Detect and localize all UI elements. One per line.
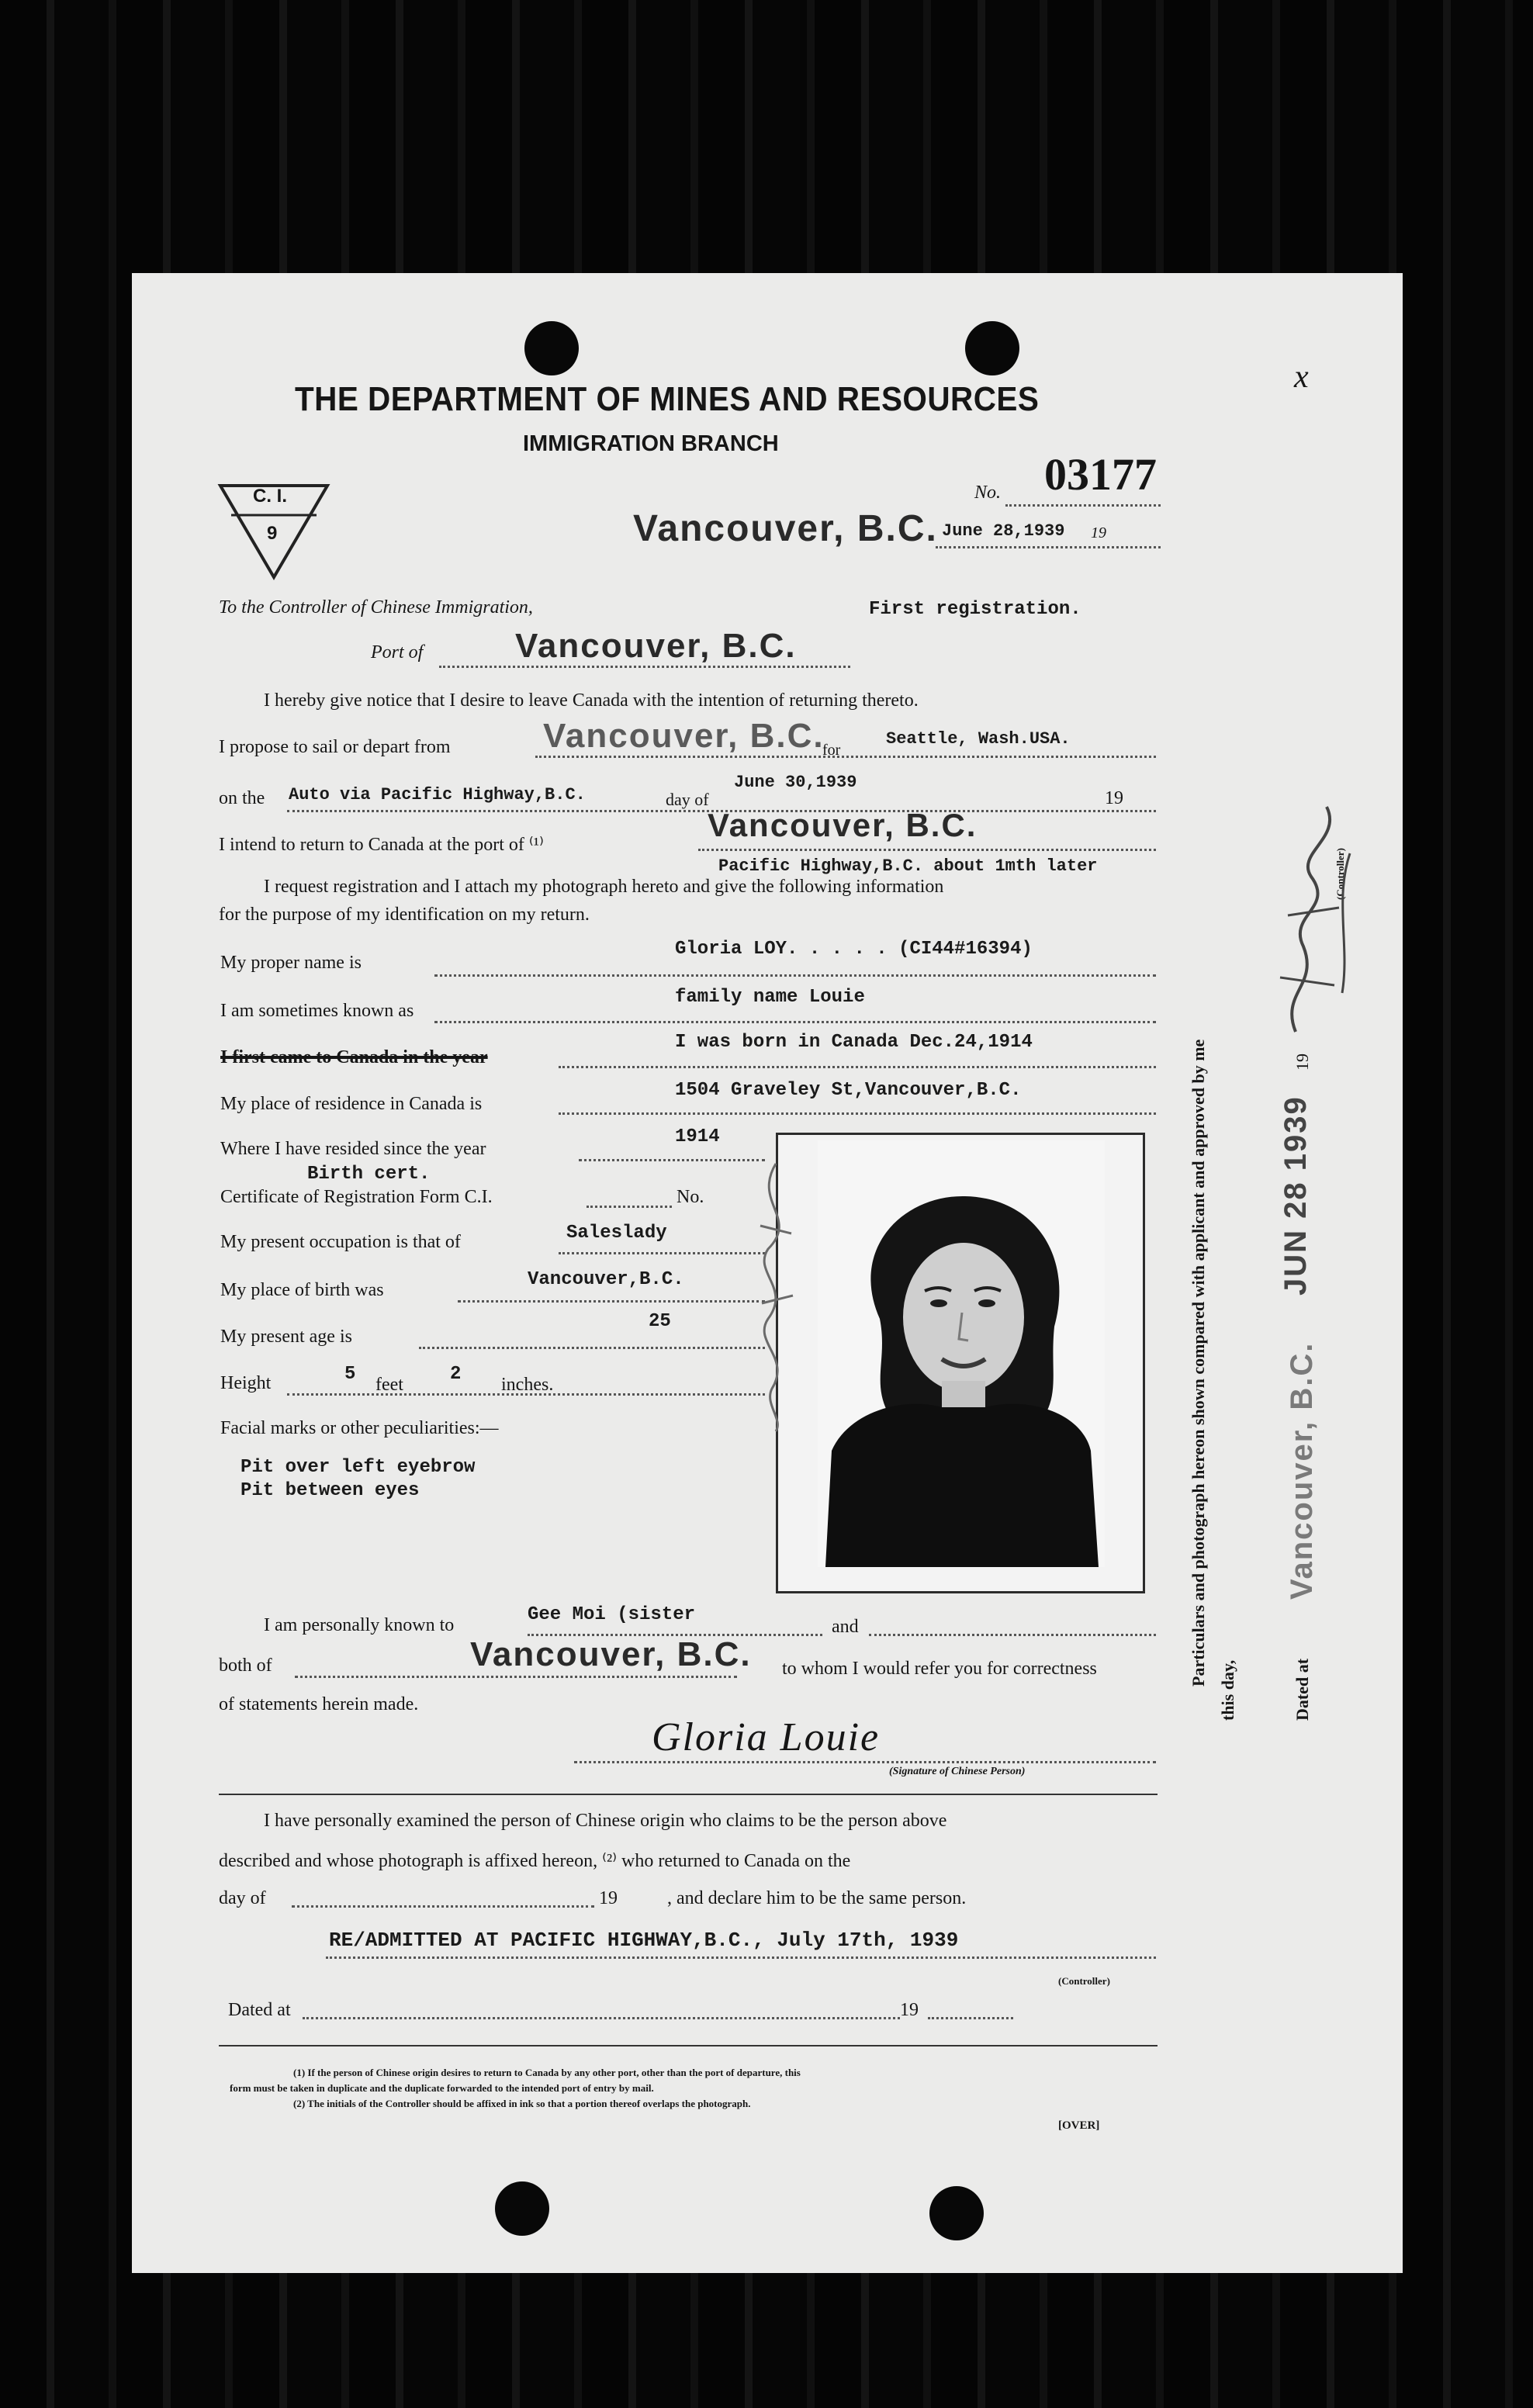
over-label: [OVER] xyxy=(1058,2119,1100,2132)
departure-date: June 30,1939 xyxy=(734,773,857,792)
signature-caption: (Signature of Chinese Person) xyxy=(889,1766,1026,1777)
age-value: 25 xyxy=(649,1311,671,1332)
registration-type: First registration. xyxy=(869,599,1081,620)
certificate-no-label: No. xyxy=(677,1187,704,1207)
year-19-a: 19 xyxy=(1105,788,1123,808)
request-text-1: I request registration and I attach my photograph hereto and give the following information xyxy=(264,877,944,897)
facial-marks-label: Facial marks or other peculiarities:— xyxy=(220,1418,499,1438)
exam-year-label: 19 xyxy=(599,1888,618,1908)
request-text-2: for the purpose of my identification on my return. xyxy=(219,905,590,925)
certificate-value: Birth cert. xyxy=(307,1164,431,1185)
exam-declare-text: , and declare him to be the same person. xyxy=(667,1888,967,1908)
notice-text: I hereby give notice that I desire to leave Canada with the intention of returning thereto. xyxy=(264,690,919,711)
margin-place-stamp: Vancouver, B.C. xyxy=(1285,1341,1319,1600)
year-suffix: 19 xyxy=(1091,524,1106,541)
readmitted-stamp: RE/ADMITTED AT PACIFIC HIGHWAY,B.C., July 17th, 1939 xyxy=(329,1929,959,1952)
refer-text: to whom I would refer you for correctness xyxy=(782,1659,1097,1679)
proper-name-label: My proper name is xyxy=(220,953,362,973)
return-port-detail: Pacific Highway,B.C. about 1mth later xyxy=(718,856,1098,876)
resided-since-label: Where I have resided since the year xyxy=(220,1139,486,1159)
margin-year-19: 19 xyxy=(1292,1054,1312,1071)
controller-caption: (Controller) xyxy=(1058,1975,1110,1987)
statements-text: of statements herein made. xyxy=(219,1694,419,1714)
proper-name-value: Gloria LOY. . . . . (CI44#16394) xyxy=(675,939,1033,960)
addressee: To the Controller of Chinese Immigration, xyxy=(219,597,533,618)
corner-mark: x xyxy=(1294,359,1309,395)
punch-hole-top-left xyxy=(524,321,579,375)
form-code-number: 9 xyxy=(267,523,278,544)
margin-this-day: this day, xyxy=(1218,1659,1237,1721)
age-label: My present age is xyxy=(220,1327,352,1347)
controller-initials-signature xyxy=(1265,791,1358,1047)
number-label: No. xyxy=(974,483,1002,503)
departure-vessel: Auto via Pacific Highway,B.C. xyxy=(289,785,586,804)
sail-destination: Seattle, Wash.USA. xyxy=(886,729,1071,749)
margin-dated-at: Dated at xyxy=(1292,1658,1312,1721)
residence-value: 1504 Graveley St,Vancouver,B.C. xyxy=(675,1080,1022,1101)
residence-label: My place of residence in Canada is xyxy=(220,1094,483,1114)
birthplace-label: My place of birth was xyxy=(220,1280,384,1300)
footnote-2: (2) The initials of the Controller should be affixed in ink so that a portion thereof overlaps the photograph. xyxy=(293,2098,751,2109)
return-label: I intend to return to Canada at the port of ⁽¹⁾ xyxy=(219,835,544,855)
exam-text-1: I have personally examined the person of Chinese origin who claims to be the person above xyxy=(264,1811,947,1831)
occupation-label: My present occupation is that of xyxy=(220,1232,461,1252)
sail-from-stamp: Vancouver, B.C. xyxy=(543,717,825,755)
facial-mark-2: Pit between eyes xyxy=(241,1480,420,1501)
on-the-label: on the xyxy=(219,788,265,808)
margin-date-stamp: JUN 28 1939 xyxy=(1279,1095,1313,1296)
applicant-photograph xyxy=(818,1140,1105,1567)
exam-text-2: described and whose photograph is affixed hereon, ⁽²⁾ who returned to Canada on the xyxy=(219,1851,851,1871)
both-of-label: both of xyxy=(219,1656,272,1676)
sail-for-label: for xyxy=(822,742,841,759)
day-of-label: day of xyxy=(666,790,709,809)
punch-hole-bottom-left xyxy=(495,2181,549,2236)
port-stamp: Vancouver, B.C. xyxy=(515,627,797,665)
certificate-label: Certificate of Registration Form C.I. xyxy=(220,1187,493,1207)
margin-controller: (Controller) xyxy=(1334,848,1346,900)
also-known-value: family name Louie xyxy=(675,987,865,1008)
and-label: and xyxy=(832,1617,859,1637)
height-feet: 5 xyxy=(344,1364,356,1385)
known-to-value: Gee Moi (sister xyxy=(528,1604,696,1625)
also-known-label: I am sometimes known as xyxy=(220,1001,414,1021)
footnote-1b: form must be taken in duplicate and the duplicate forwarded to the intended port of entry by mail. xyxy=(230,2082,654,2094)
birth-statement: I was born in Canada Dec.24,1914 xyxy=(675,1032,1033,1053)
exam-day-label: day of xyxy=(219,1888,266,1908)
occupation-value: Saleslady xyxy=(566,1223,667,1244)
facial-mark-1: Pit over left eyebrow xyxy=(241,1457,476,1478)
return-port-stamp: Vancouver, B.C. xyxy=(708,807,978,843)
punch-hole-bottom-right xyxy=(929,2186,984,2240)
feet-label: feet xyxy=(375,1375,403,1395)
photo-endorsement-signature xyxy=(745,1156,807,1435)
first-came-label-struck: I first came to Canada in the year xyxy=(220,1047,488,1067)
department-title: THE DEPARTMENT OF MINES AND RESOURCES xyxy=(295,380,1040,418)
dated-year-label: 19 xyxy=(900,2000,919,2020)
form-date: June 28,1939 xyxy=(942,521,1065,541)
sail-label: I propose to sail or depart from xyxy=(219,737,451,757)
height-label: Height xyxy=(220,1373,272,1393)
margin-particulars-text: Particulars and photograph hereon shown compared with applicant and approved by me xyxy=(1189,1039,1208,1687)
dated-at-label: Dated at xyxy=(228,2000,291,2020)
resided-since-value: 1914 xyxy=(675,1126,720,1147)
form-code: C. I. xyxy=(253,486,288,507)
applicant-signature: Gloria Louie xyxy=(652,1715,881,1759)
both-of-stamp: Vancouver, B.C. xyxy=(470,1635,752,1673)
birthplace-value: Vancouver,B.C. xyxy=(528,1269,684,1290)
inches-label: inches. xyxy=(501,1375,554,1395)
registration-number: 03177 xyxy=(1044,449,1157,500)
known-to-label: I am personally known to xyxy=(264,1615,455,1635)
footnote-1a: (1) If the person of Chinese origin desires to return to Canada by any other port, other than the port of departure, this xyxy=(293,2067,801,2078)
branch-title: IMMIGRATION BRANCH xyxy=(523,431,779,456)
port-label: Port of xyxy=(371,642,424,663)
height-inches: 2 xyxy=(450,1364,462,1385)
punch-hole-top-right xyxy=(965,321,1019,375)
place-stamp: Vancouver, B.C. xyxy=(633,508,938,549)
